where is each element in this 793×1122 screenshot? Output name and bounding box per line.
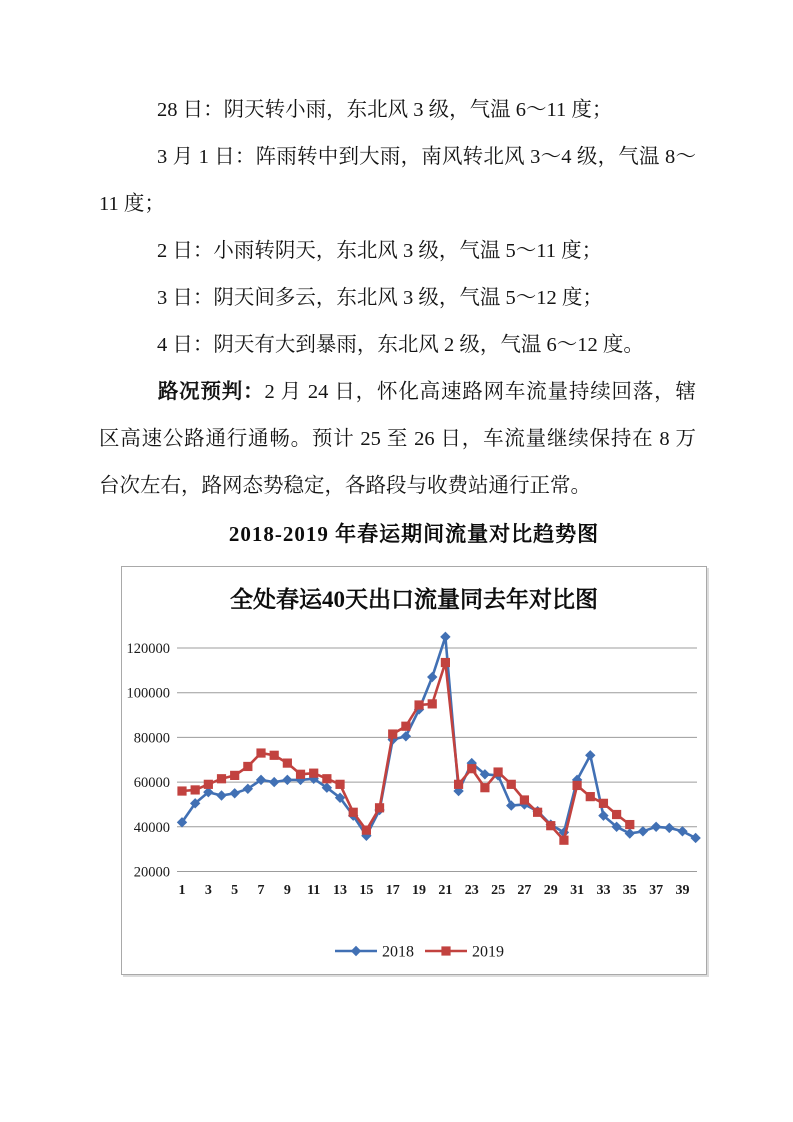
data-point-square [507, 780, 516, 789]
x-axis-label: 25 [491, 883, 506, 898]
data-point-diamond [427, 672, 437, 682]
data-point-square [454, 780, 463, 789]
data-point-diamond [401, 731, 411, 741]
x-axis-label: 1 [178, 883, 186, 898]
data-point-square [349, 808, 358, 817]
data-point-square [493, 767, 502, 776]
data-point-square [375, 803, 384, 812]
data-point-diamond [677, 826, 687, 836]
y-axis-label: 20000 [133, 864, 170, 881]
data-point-square [533, 808, 542, 817]
y-axis-label: 100000 [126, 685, 170, 702]
y-axis-label: 80000 [133, 730, 170, 747]
body-line: 台次左右，路网态势稳定，各路段与收费站通行正常。 [99, 475, 591, 497]
data-point-diamond [690, 833, 700, 843]
body-line: 28 日：阴天转小雨，东北风 3 级，气温 6～11 度； [157, 99, 613, 121]
x-axis-label: 5 [231, 883, 239, 898]
flow-comparison-chart [121, 566, 707, 975]
data-point-diamond [651, 822, 661, 832]
data-point-square [243, 762, 252, 771]
data-point-diamond [638, 826, 648, 836]
data-point-square [428, 699, 437, 708]
x-axis-label: 21 [438, 883, 453, 898]
x-axis-label: 13 [333, 883, 348, 898]
data-point-diamond [269, 777, 279, 787]
x-axis-label: 11 [307, 883, 321, 898]
x-axis-label: 23 [464, 883, 479, 898]
data-point-square [586, 792, 595, 801]
body-line: 11 度； [99, 193, 165, 215]
data-point-square [335, 780, 344, 789]
x-axis-label: 35 [622, 883, 637, 898]
legend-marker-square [441, 946, 450, 955]
data-point-diamond [506, 800, 516, 810]
data-point-square [612, 810, 621, 819]
x-axis-label: 31 [570, 883, 585, 898]
data-point-square [480, 783, 489, 792]
data-point-square [520, 795, 529, 804]
data-point-square [599, 799, 608, 808]
data-point-square [441, 658, 450, 667]
document-heading: 2018-2019 年春运期间流量对比趋势图 [228, 522, 600, 546]
series-line-2019 [182, 663, 630, 841]
x-axis-label: 33 [596, 883, 611, 898]
x-axis-label: 27 [517, 883, 532, 898]
data-point-square [388, 729, 397, 738]
body-line: 3 月 1 日：阵雨转中到大雨，南风转北风 3～4 级，气温 8～ [157, 146, 696, 168]
legend-label: 2018 [382, 943, 414, 961]
chart-title: 全处春运40天出口流量同去年对比图 [230, 587, 598, 612]
data-point-square [401, 722, 410, 731]
data-point-square [191, 785, 200, 794]
data-point-square [270, 751, 279, 760]
data-point-square [322, 774, 331, 783]
y-axis-label: 40000 [133, 819, 170, 836]
data-point-square [204, 780, 213, 789]
x-axis-label: 3 [204, 883, 212, 898]
data-point-square [414, 700, 423, 709]
chart-plot-area [122, 567, 708, 976]
y-axis-label: 60000 [133, 775, 170, 792]
body-line: 路况预判：2 月 24 日，怀化高速路网车流量持续回落，辖 [157, 381, 697, 403]
x-axis-label: 15 [359, 883, 374, 898]
data-point-square [296, 770, 305, 779]
data-point-square [625, 820, 634, 829]
legend-label: 2019 [472, 943, 504, 961]
data-point-diamond [440, 632, 450, 642]
data-point-square [362, 826, 371, 835]
data-point-square [283, 759, 292, 768]
data-point-diamond [216, 790, 226, 800]
data-point-square [256, 748, 265, 757]
x-axis-label: 39 [675, 883, 690, 898]
data-point-square [177, 786, 186, 795]
body-line: 区高速公路通行通畅。预计 25 至 26 日，车流量继续保持在 8 万 [99, 428, 696, 450]
data-point-square [546, 821, 555, 830]
bold-lead-in: 路况预判： [157, 381, 265, 403]
data-point-diamond [625, 828, 635, 838]
body-line: 4 日：阴天有大到暴雨，东北风 2 级，气温 6～12 度。 [157, 334, 644, 356]
body-line: 2 日：小雨转阴天，东北风 3 级，气温 5～11 度； [157, 240, 603, 262]
x-axis-label: 37 [649, 883, 664, 898]
x-axis-label: 9 [283, 883, 291, 898]
data-point-square [230, 771, 239, 780]
x-axis-label: 19 [412, 883, 427, 898]
data-point-square [559, 836, 568, 845]
data-point-diamond [229, 788, 239, 798]
x-axis-label: 29 [543, 883, 558, 898]
x-axis-label: 17 [385, 883, 400, 898]
x-axis-label: 7 [257, 883, 265, 898]
body-text-block [99, 96, 696, 519]
body-line: 3 日：阴天间多云，东北风 3 级，气温 5～12 度； [157, 287, 603, 309]
data-point-square [217, 774, 226, 783]
data-point-square [309, 769, 318, 778]
data-point-square [573, 781, 582, 790]
data-point-square [467, 764, 476, 773]
data-point-diamond [585, 750, 595, 760]
data-point-diamond [664, 823, 674, 833]
y-axis-label: 120000 [126, 641, 170, 657]
legend-marker-diamond [351, 946, 361, 956]
data-point-diamond [282, 775, 292, 785]
